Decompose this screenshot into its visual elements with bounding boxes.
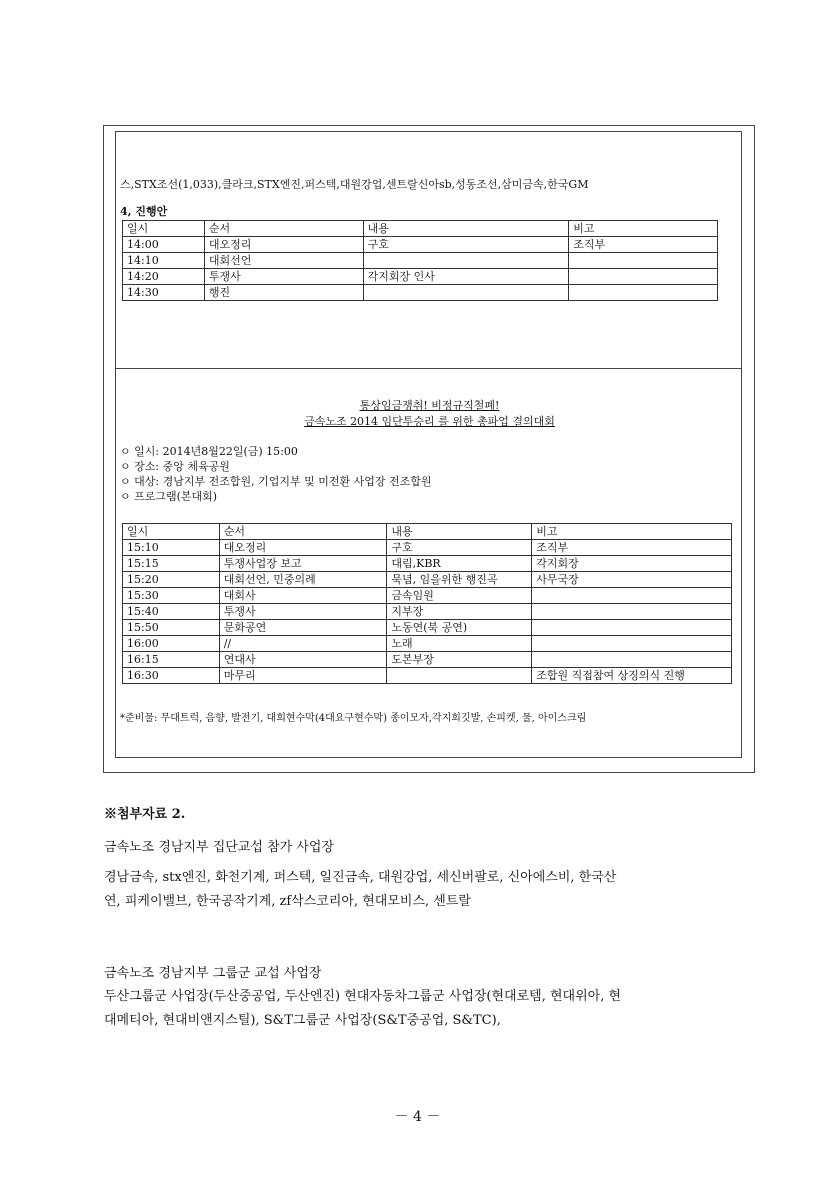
table-cell	[387, 668, 532, 684]
bullet-place: ㅇ 장소: 중앙 체육공원	[120, 460, 230, 473]
schedule-table-2	[122, 523, 732, 684]
bullet-program: ㅇ 프로그램(본대회)	[120, 490, 218, 503]
table-cell: 조직부	[532, 540, 732, 556]
table-cell: 노동연(북 공연)	[387, 620, 532, 636]
table-cell: 14:10	[123, 253, 205, 269]
table-cell: 각지회장	[532, 556, 732, 572]
table-cell: 각지회장 인사	[363, 269, 569, 285]
table-cell: 대회사	[219, 588, 387, 604]
table-cell: 조직부	[569, 237, 718, 253]
table-cell: 지부장	[387, 604, 532, 620]
table-cell: 조합원 직접참여 상징의식 진행	[532, 668, 732, 684]
bullet-date: ㅇ 일시: 2014년8월22일(금) 15:00	[120, 445, 298, 458]
attachment-title: ※첨부자료 2.	[104, 807, 186, 822]
table-row	[123, 636, 732, 652]
table-row	[123, 253, 718, 269]
table-cell: 대회선언	[204, 253, 363, 269]
table-cell	[363, 253, 569, 269]
table-header-cell: 비고	[532, 524, 732, 540]
table-row	[123, 269, 718, 285]
table-cell: 대오정리	[219, 540, 387, 556]
table-cell: 마무리	[219, 668, 387, 684]
table-cell	[532, 652, 732, 668]
table-cell: 투쟁사업장 보고	[219, 556, 387, 572]
slogan-line-1: 통상임금쟁취! 비정규직철폐!	[359, 399, 500, 412]
schedule-table-1	[122, 220, 718, 301]
table-header-cell: 순서	[219, 524, 387, 540]
table-row	[123, 668, 732, 684]
group2-line2: 대메티아, 현대비앤지스틸), S&T그룹군 사업장(S&T중공업, S&TC),	[104, 1013, 501, 1028]
table-row	[123, 604, 732, 620]
group2-line1: 두산그룹군 사업장(두산중공업, 두산엔진) 현대자동차그룹군 사업장(현대로템, 현대위아, 현	[104, 989, 622, 1004]
table-cell: 행진	[204, 285, 363, 301]
table-cell: 투쟁사	[204, 269, 363, 285]
table-cell	[532, 604, 732, 620]
table-row	[123, 237, 718, 253]
section-divider	[116, 368, 741, 369]
section4-title: 4, 진행안	[120, 205, 168, 218]
table-row	[123, 652, 732, 668]
table-cell: 16:30	[123, 668, 220, 684]
table-cell	[532, 620, 732, 636]
table-cell: 사무국장	[532, 572, 732, 588]
table-row	[123, 540, 732, 556]
table-cell: 구호	[363, 237, 569, 253]
companies-line: 스,STX조선(1,033),클라크,STX엔진,퍼스텍,대원강업,센트랄신아sb,성동조선,삼미금속,한국GM	[120, 178, 589, 191]
table-cell	[532, 588, 732, 604]
table-cell: 16:15	[123, 652, 220, 668]
table-cell: 대회선언, 민중의례	[219, 572, 387, 588]
table-cell: 금속임원	[387, 588, 532, 604]
table-row	[123, 285, 718, 301]
table-cell	[569, 285, 718, 301]
table-header-cell: 일시	[123, 221, 205, 237]
table-cell: 15:50	[123, 620, 220, 636]
page-number: － 4 －	[394, 1109, 441, 1125]
slogan-line-2: 금속노조 2014 임단투승리 를 위한 총파업 결의대회	[304, 415, 555, 428]
table-header-cell: 내용	[363, 221, 569, 237]
group2-heading: 금속노조 경남지부 그룹군 교섭 사업장	[104, 966, 322, 981]
table-cell: 구호	[387, 540, 532, 556]
table-row	[123, 588, 732, 604]
table-cell	[569, 253, 718, 269]
program-box	[115, 131, 742, 758]
table-cell: 15:15	[123, 556, 220, 572]
table-cell: 대오정리	[204, 237, 363, 253]
table-header-cell: 내용	[387, 524, 532, 540]
table-row	[123, 556, 732, 572]
table-cell: //	[219, 636, 387, 652]
table-header-cell: 비고	[569, 221, 718, 237]
table-cell: 노래	[387, 636, 532, 652]
table-header-row	[123, 524, 732, 540]
table-cell: 14:00	[123, 237, 205, 253]
table-cell: 대림,KBR	[387, 556, 532, 572]
table-cell: 도본부장	[387, 652, 532, 668]
table-cell: 16:00	[123, 636, 220, 652]
table-cell: 15:40	[123, 604, 220, 620]
bullet-target: ㅇ 대상: 경남지부 전조합원, 기업지부 및 미전환 사업장 전조합원	[120, 475, 432, 488]
table-cell: 투쟁사	[219, 604, 387, 620]
table-cell: 15:30	[123, 588, 220, 604]
table-cell: 14:20	[123, 269, 205, 285]
table-cell	[569, 269, 718, 285]
table-cell	[532, 636, 732, 652]
table-cell: 문화공연	[219, 620, 387, 636]
table-cell: 15:20	[123, 572, 220, 588]
group1-line2: 연, 피케이밸브, 한국공작기계, zf삭스코리아, 현대모비스, 센트랄	[104, 894, 471, 909]
table-header-row	[123, 221, 718, 237]
group1-heading: 금속노조 경남지부 집단교섭 참가 사업장	[104, 840, 335, 855]
table-row	[123, 572, 732, 588]
table-cell: 14:30	[123, 285, 205, 301]
supplies-note: *준비물: 무대트럭, 음향, 발전기, 대회현수막(4대요구현수막) 종이모자,각지회깃발, 손피켓, 물, 아이스크림	[120, 713, 587, 724]
group1-line1: 경남금속, stx엔진, 화천기계, 퍼스텍, 일진금속, 대원강업, 세신버팔로, 신아에스비, 한국산	[104, 870, 617, 885]
table-row	[123, 620, 732, 636]
table-cell	[363, 285, 569, 301]
table-header-cell: 일시	[123, 524, 220, 540]
table-header-cell: 순서	[204, 221, 363, 237]
table-cell: 연대사	[219, 652, 387, 668]
table-cell: 묵념, 임을위한 행진곡	[387, 572, 532, 588]
table-cell: 15:10	[123, 540, 220, 556]
